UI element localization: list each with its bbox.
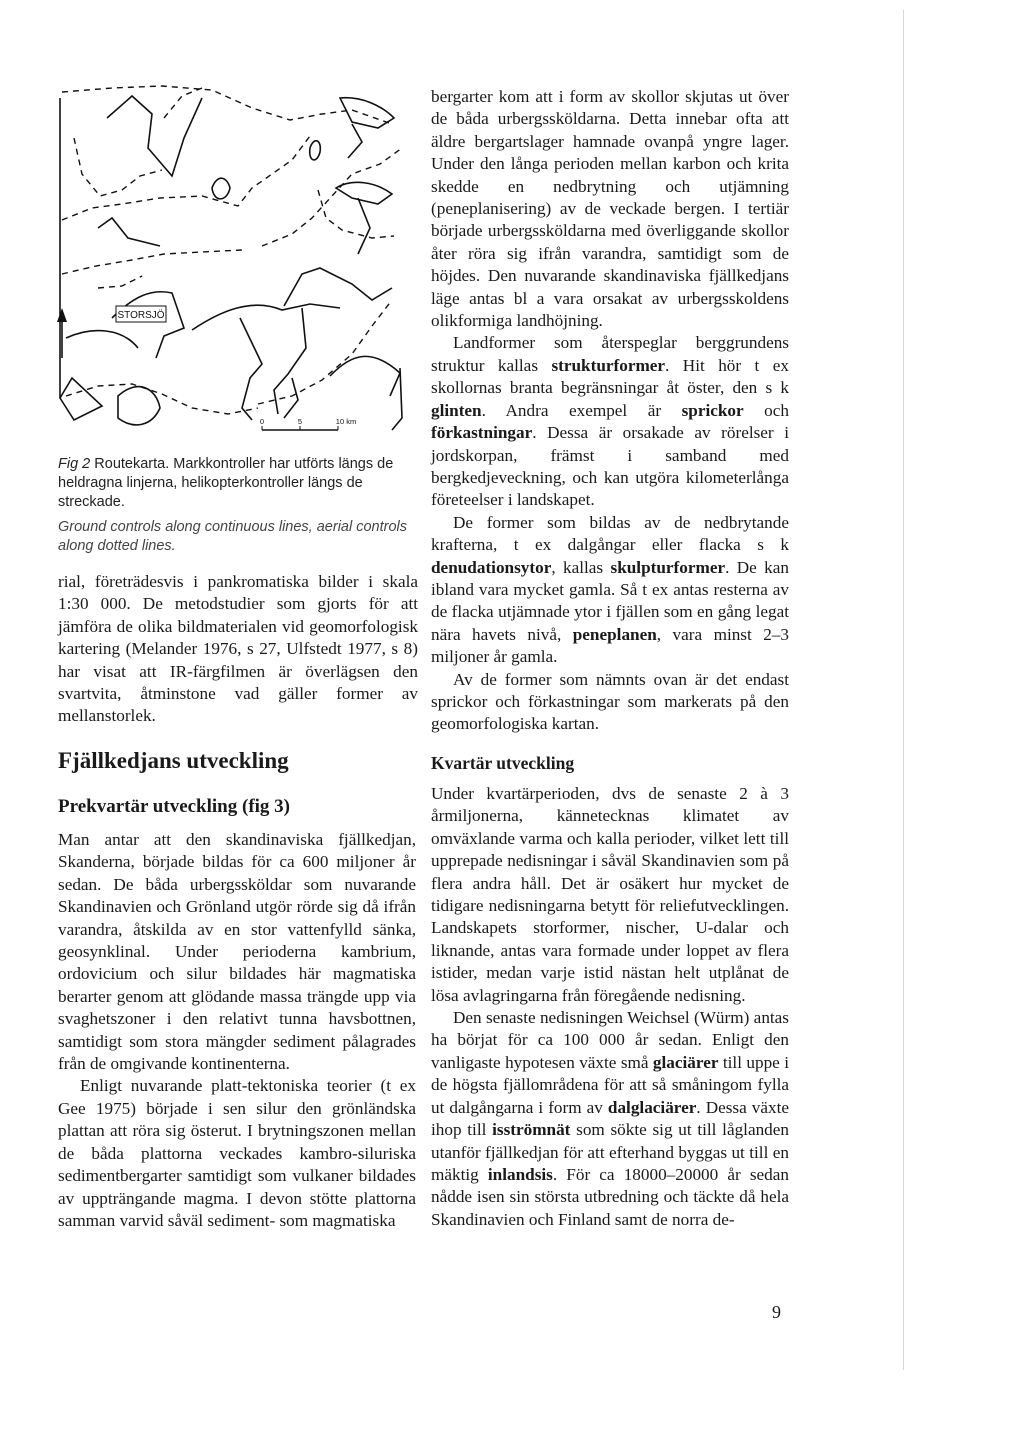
term-glaciarer: glaciärer <box>652 1052 719 1072</box>
section-heading: Fjällkedjans utveckling <box>58 748 289 773</box>
text-run: . Dessa är orsakade av rörelser i jordskorpan, främst i samband med bergkedjeveckning, och kan utgöra kilometerlånga företeelser i landskapet. <box>431 423 789 510</box>
route-map-figure <box>52 78 412 448</box>
aerial-control-lines <box>62 86 402 414</box>
caption-english: Ground controls along continuous lines, aerial controls along dotted lines. <box>58 519 408 554</box>
page-edge-line <box>903 10 904 1370</box>
text-run: till uppe i de högsta fjällområdena för att så småningom fylla ut dalgångarna i form av <box>431 1052 789 1117</box>
scale-label-0: 0 <box>259 417 265 426</box>
north-arrow-icon <box>57 308 67 358</box>
term-isstromnat: isströmnät <box>492 1120 571 1140</box>
figure-caption <box>58 455 418 562</box>
caption-swedish-text: Routekarta. Markkontroller har utförts längs de heldragna linjerna, helikopterkontroller längs de streckade. <box>58 456 394 510</box>
scale-bar <box>260 417 356 430</box>
paragraph-weichsel <box>431 1007 789 1231</box>
ground-control-lines <box>60 96 402 430</box>
page-number: 9 <box>772 1302 781 1322</box>
text-run: Landformer som återspeglar berggrundens struktur kallas <box>431 333 789 375</box>
text-run: De former som bildas av de nedbrytande krafterna, t ex dalgångar eller flacka s k <box>431 512 789 555</box>
term-forkastningar: förkastningar <box>431 423 533 443</box>
text-run: och <box>743 400 789 420</box>
term-dalglaciarer: dalglaciärer <box>607 1097 697 1117</box>
paragraph: rial, företrädesvis i pankromatiska bilder i skala 1:30 000. De metodstudier som gjorts för att jämföra de olika bildmaterialen vid geomorfologisk kartering (Melander 1976, s 27, Ulfstedt 1977, s 8) har visat att IR-färgfilmen är överlägsen den svartvita, åtminstone vad gäller former av mellanstorlek. <box>58 572 418 726</box>
right-column-top <box>431 86 789 736</box>
term-inlandsis: inlandsis <box>487 1164 553 1184</box>
text-run: . Dessa växte ihop till <box>431 1097 789 1140</box>
paragraph: Man antar att den skandinaviska fjällkedjan, Skanderna, började bildas för ca 600 miljoner år sedan. De båda urbergssköldar som nuvarande Skandinavien och Grönland utgör rörde sig då ifrån varandra, åtskilda av en stor vattenfylld sänka, geosynklinal. Under perioderna kambrium, ordovicium och silur bildades här magmatiska berarter genom att glödande massa trängde upp via svaghetszoner i den relativt tunna havsbottnen, samtidigt som stora mängder sediment pålagrades från de omgivande kontinenterna. <box>58 830 416 1074</box>
text-run: , kallas <box>551 557 611 577</box>
text-run: . De kan ibland vara mycket gamla. Så t ex antas resterna av de flacka utjämnade ytor i fjällen som en gång legat nära havets nivå, <box>431 557 789 644</box>
term-glinten: glinten <box>431 400 482 420</box>
place-label: STORSJÖ <box>117 310 165 321</box>
term-skulpturformer: skulpturformer <box>610 557 726 577</box>
left-column-bottom <box>58 829 416 1232</box>
text-run: . För ca 18000–20000 år sedan nådde isen sin största utbredning och täckte då hela Skandinavien och Finland samt de norra de- <box>431 1164 789 1229</box>
paragraph-skulpturformer <box>431 512 789 669</box>
term-sprickor: sprickor <box>681 400 744 420</box>
paragraph: bergarter kom att i form av skollor skjutas ut över de båda urbergssköldarna. Detta innebar ofta att äldre bergartslager hamnade ovanpå yngre lager. Under den långa perioden mellan karbon och krita skedde en nedbrytning och utjämning (peneplanisering) av de veckade bergen. I tertiär började urbergssköldarna med överliggande skollor åter röra sig ifrån varandra, samtidigt som de höjdes. Den nuvarande skandinaviska fjällkedjans läge antas bl a vara orsakat av urbergsskoldens olikformiga landhöjning. <box>431 87 789 331</box>
paragraph: Enligt nuvarande platt-tektoniska teorier (t ex Gee 1975) började i sen silur den grönländska plattan att röra sig österut. I brytningszonen mellan de båda plattorna veckades kambro-siluriska sedimentbergarter samtidigt som vulkaner bildades av uppträngande magma. I devon stötte plattorna samman varvid såväl sediment- som magmatiska <box>58 1076 416 1230</box>
text-run: . Hit hör t ex skollornas branta begränsningar åt öster, den s k <box>431 355 789 398</box>
subsection-heading-prekvartar: Prekvartär utveckling (fig 3) <box>58 796 291 817</box>
text-run: . Andra exempel är <box>481 400 682 420</box>
term-denudationsytor: denudationsytor <box>431 557 552 577</box>
term-peneplanen: peneplanen <box>572 624 657 644</box>
term-strukturformer: strukturformer <box>551 355 666 375</box>
scale-label-5: 5 <box>297 417 303 426</box>
left-column-top <box>58 571 418 728</box>
paragraph: Under kvartärperioden, dvs de senaste 2 à 3 årmiljonerna, kännetecknas klimatet av omväxlande varma och kalla perioder, vilket lett till upprepade nedisningar i såväl Skandinavien som på flera andra håll. Det är osäkert hur mycket de tidigare nedisningarna betytt för reliefutvecklingen. Landskapets storformer, nischer, U-dalar och liknande, antas vara formade under loppet av flera istider, medan varje istid nästan helt utplånat de lösa avlagringarna från föregående nedisning. <box>431 784 789 1005</box>
text-run: , vara minst 2–3 miljoner år gamla. <box>431 624 790 667</box>
scale-label-10km: 10 km <box>335 417 357 426</box>
paragraph: Av de former som nämnts ovan är det endast sprickor och förkastningar som markerats på den geomorfologiska kartan. <box>431 669 789 734</box>
text-run: som sökte sig ut till låglanden utanför fjällkedjan för att efterhand byggas ut till en mäktig <box>431 1120 789 1184</box>
right-column-bottom <box>431 783 789 1231</box>
subsection-heading-kvartar: Kvartär utveckling <box>431 753 575 773</box>
paragraph-strukturformer <box>431 332 789 511</box>
route-map <box>52 78 412 448</box>
text-run: Den senaste nedisningen Weichsel (Würm) antas ha börjat för ca 100 000 år sedan. Enligt den vanligaste hypotesen växte små <box>431 1008 789 1072</box>
caption-fig-label: Fig 2 <box>58 456 91 472</box>
caption-swedish <box>58 455 418 512</box>
